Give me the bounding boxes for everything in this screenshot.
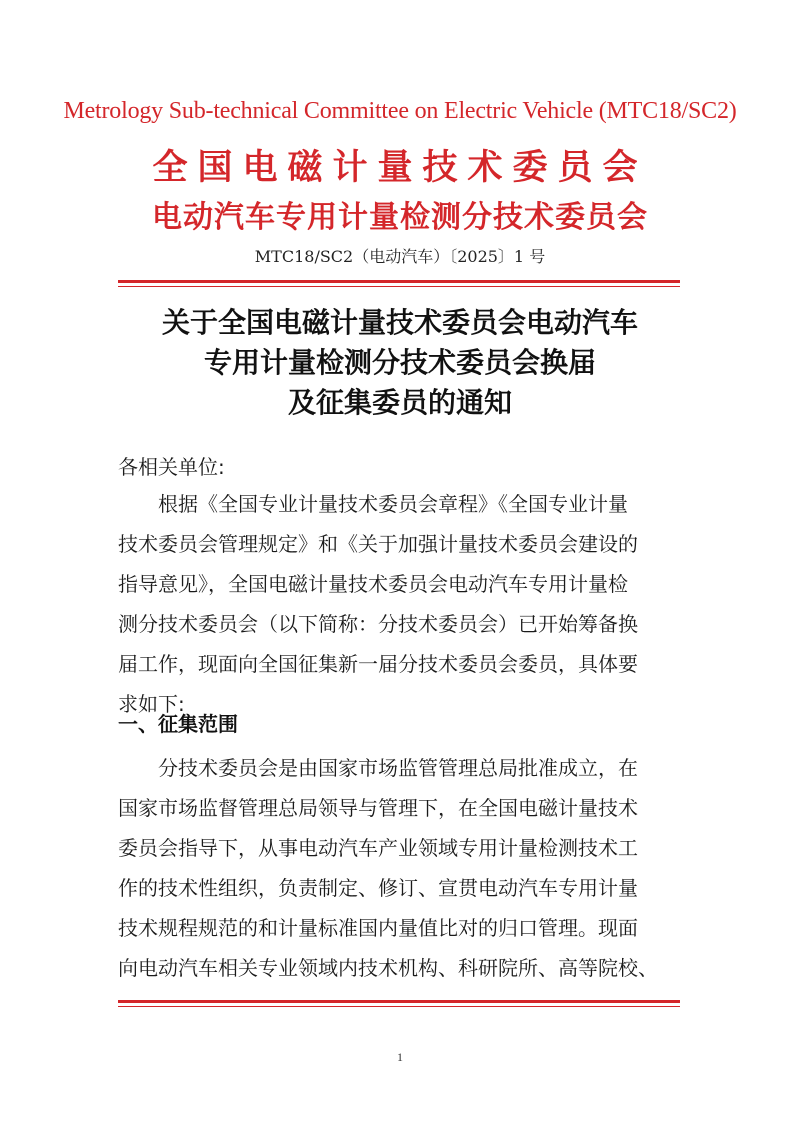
paragraph-line: 求如下: [118,692,185,716]
paragraph-line: 委员会指导下，从事电动汽车产业领域专用计量检测技术工 [118,836,638,860]
paragraph-line: 技术规程规范的和计量标准国内量值比对的归口管理。现面 [118,916,638,940]
page-number: 1 [397,1050,403,1064]
paragraph-line: 届工作，现面向全国征集新一届分技术委员会委员，具体要 [118,652,638,676]
notice-title-line-3: 及征集委员的通知 [287,386,512,419]
committee-chinese-name: 全国电磁计量技术委员会 [152,148,648,188]
footer-rule-thin [118,1006,680,1007]
paragraph-line: 国家市场监督管理总局领导与管理下，在全国电磁计量技术 [118,796,638,820]
paragraph-line: 技术委员会管理规定》和《关于加强计量技术委员会建设的 [118,532,638,556]
salutation: 各相关单位: [118,455,225,479]
paragraph-line: 测分技术委员会（以下简称：分技术委员会）已开始筹备换 [118,612,638,636]
header-rule-thin [118,286,680,287]
paragraph-line: 指导意见》，全国电磁计量技术委员会电动汽车专用计量检 [118,572,628,596]
paragraph-line: 向电动汽车相关专业领域内技术机构、科研院所、高等院校、 [118,956,658,980]
paragraph-line: 分技术委员会是由国家市场监管管理总局批准成立，在 [158,756,638,780]
notice-title-line-1: 关于全国电磁计量技术委员会电动汽车 [161,306,638,339]
notice-title-line-2: 专用计量检测分技术委员会换届 [203,346,596,379]
paragraph-scope [118,748,684,988]
committee-english-name: Metrology Sub-technical Committee on Electric Vehicle (MTC18/SC2) [63,98,737,124]
header-rule-thick [118,280,680,283]
paragraph-background [118,484,684,724]
footer-rule-thick [118,1000,680,1003]
document-number: MTC18/SC2（电动汽车）〔2025〕1 号 [254,247,546,266]
section-heading-scope: 一、征集范围 [118,712,238,736]
paragraph-line: 作的技术性组织，负责制定、修订、宣贯电动汽车专用计量 [118,876,638,900]
subcommittee-chinese-name: 电动汽车专用计量检测分技术委员会 [152,200,648,235]
paragraph-line: 根据《全国专业计量技术委员会章程》《全国专业计量 [158,492,628,516]
